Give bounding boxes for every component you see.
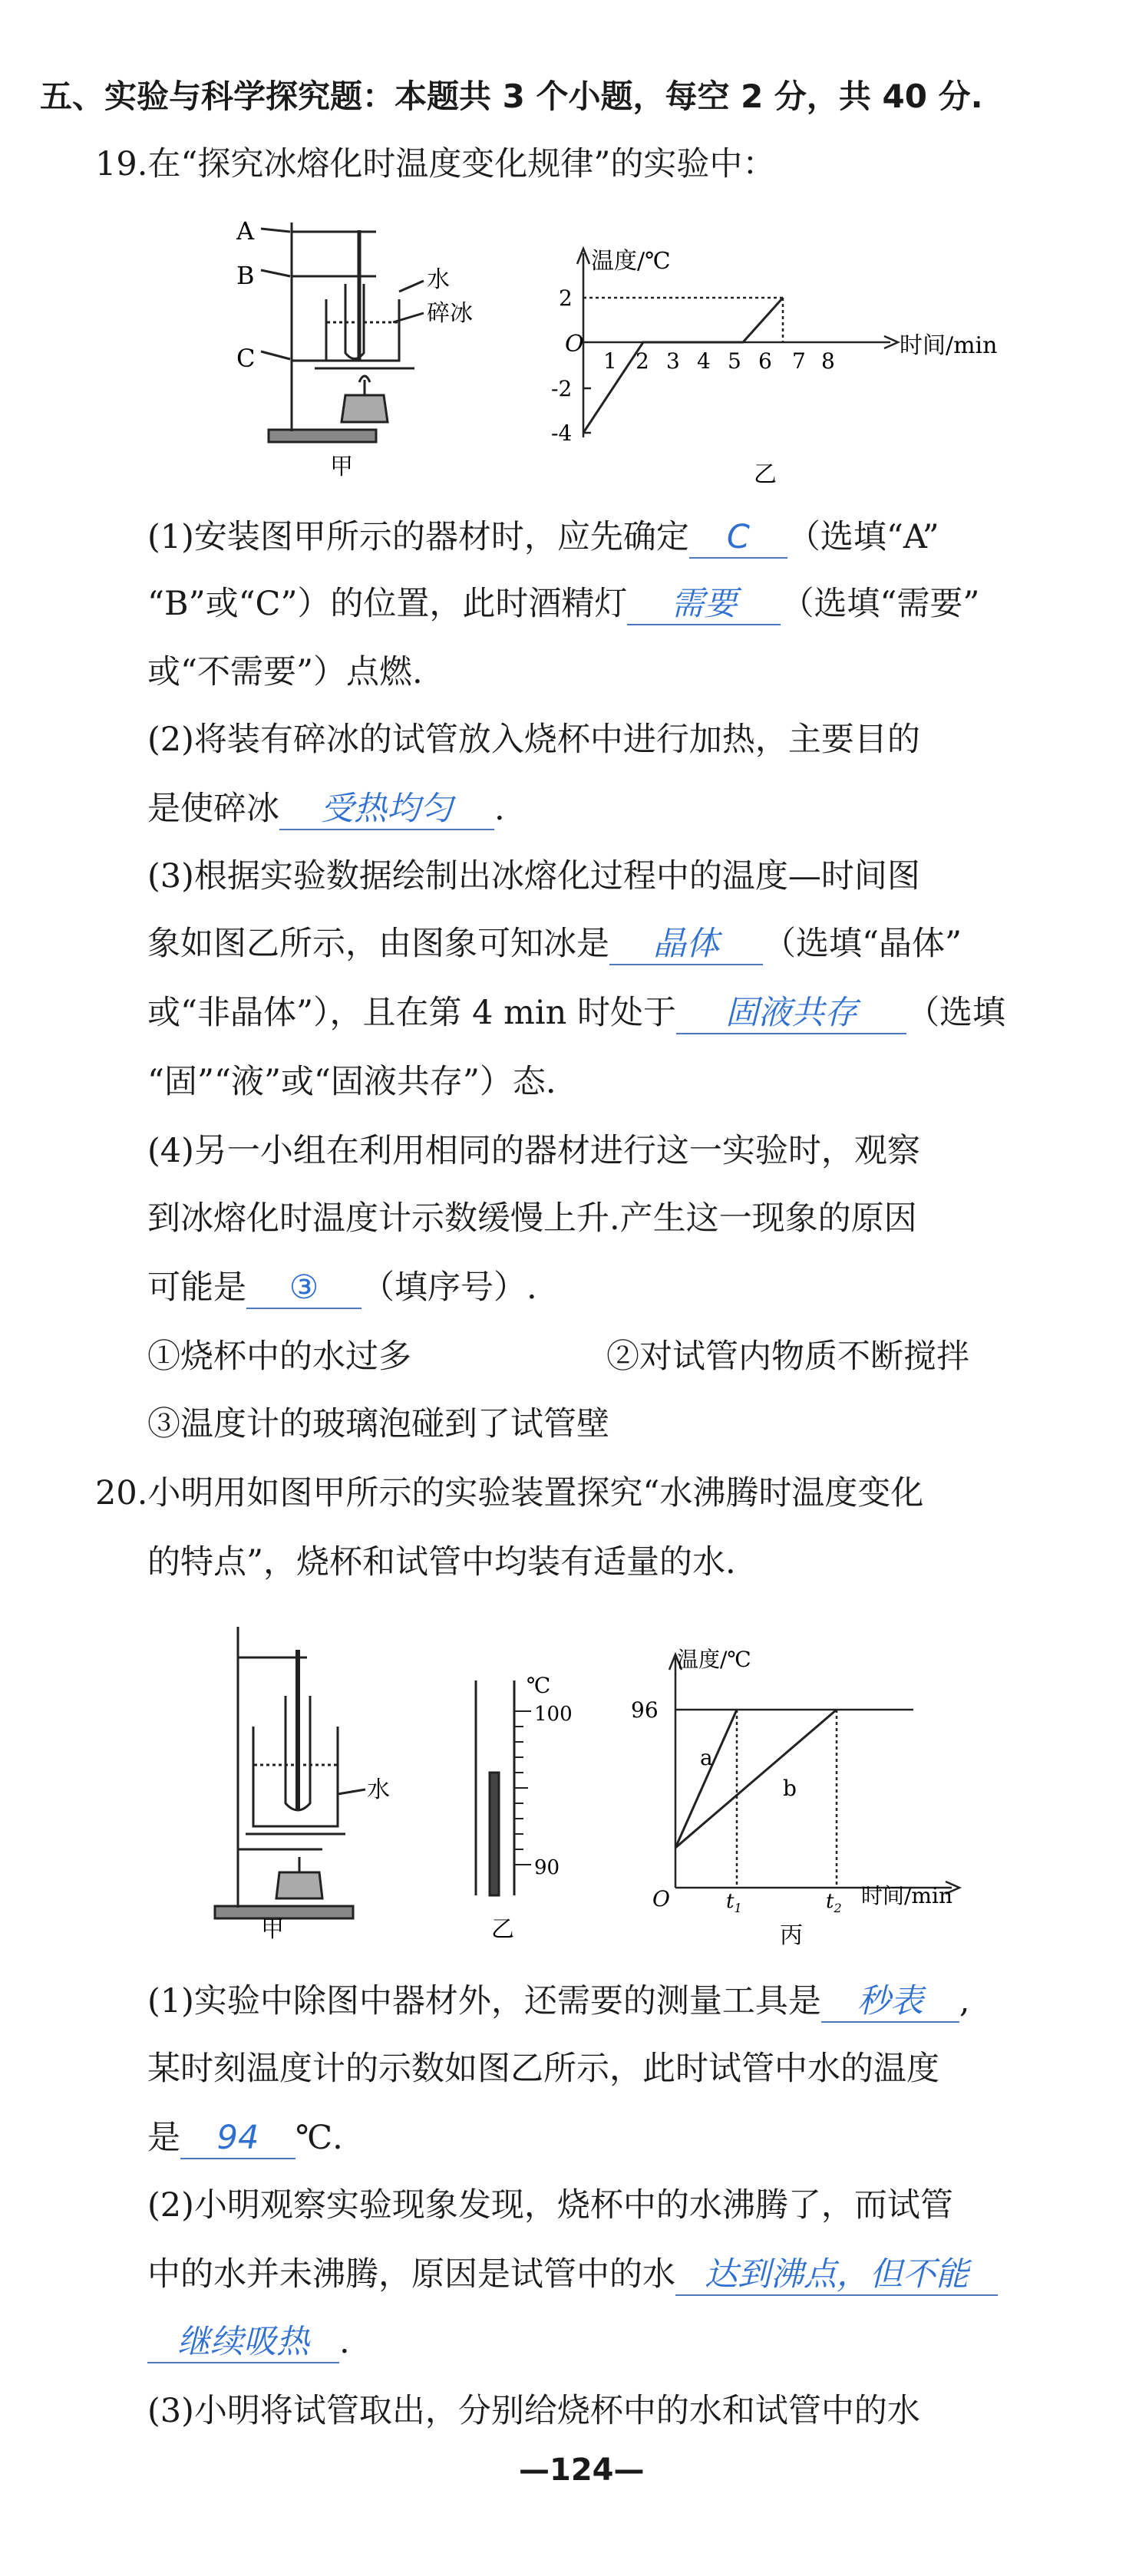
y-tick-neg4: -4 bbox=[551, 421, 573, 446]
q19-option-2: ②对试管内物质不断搅拌 bbox=[606, 1337, 969, 1376]
q20-answer-reason-b: 继续吸热 bbox=[147, 2322, 339, 2363]
q19-answer-crystal: 晶体 bbox=[609, 924, 763, 965]
q20-line-a: a bbox=[700, 1745, 713, 1770]
x-tick-2: 2 bbox=[636, 348, 649, 374]
q19-p1-line3: 或“不需要”）点燃. bbox=[147, 653, 423, 691]
q20-caption-jia: 甲 bbox=[261, 1916, 284, 1941]
label-b: B bbox=[236, 261, 255, 290]
label-water: 水 bbox=[427, 266, 450, 293]
label-c: C bbox=[236, 344, 256, 373]
q20-label-water: 水 bbox=[367, 1776, 390, 1803]
q20-y-axis-label: 温度/℃ bbox=[677, 1647, 751, 1672]
caption-jia: 甲 bbox=[330, 454, 353, 480]
q20-line-b: b bbox=[783, 1776, 797, 1801]
q20-p3-line1: (3)小明将试管取出，分别给烧杯中的水和试管中的水 bbox=[147, 2392, 920, 2430]
q20-p1-line2: 某时刻温度计的示数如图乙所示，此时试管中水的温度 bbox=[147, 2050, 939, 2088]
x-tick-5: 5 bbox=[728, 348, 741, 374]
q20-answer-temp: 94 bbox=[180, 2118, 295, 2159]
q20-x-axis-label: 时间/min bbox=[861, 1883, 952, 1908]
q19-p3-line4: “固”“液”或“固液共存”）态. bbox=[147, 1063, 556, 1101]
x-tick-3: 3 bbox=[666, 348, 680, 374]
q19-option-1: ①烧杯中的水过多 bbox=[147, 1337, 411, 1376]
q19-apparatus-figure bbox=[223, 207, 514, 483]
q19-p2-line1: (2)将装有碎冰的试管放入烧杯中进行加热，主要目的 bbox=[147, 721, 920, 759]
q20-p1-line1: (1)实验中除图中器材外，还需要的测量工具是 秒表 , bbox=[147, 1978, 970, 2024]
q20-thermo-100: 100 bbox=[534, 1703, 573, 1726]
label-ice: 碎冰 bbox=[427, 300, 473, 327]
q20-thermo-unit: ℃ bbox=[527, 1673, 551, 1698]
q19-option-3: ③温度计的玻璃泡碰到了试管壁 bbox=[147, 1405, 609, 1443]
q19-answer-need: 需要 bbox=[627, 584, 781, 625]
q20-graph bbox=[629, 1642, 1013, 1949]
q20-p1-line3: 是 94 ℃. bbox=[147, 2115, 343, 2161]
q19-p3-line1: (3)根据实验数据绘制出冰熔化过程中的温度—时间图 bbox=[147, 857, 920, 895]
q20-t1: $t_1$ bbox=[726, 1890, 742, 1915]
q20-caption-bing: 丙 bbox=[780, 1922, 803, 1949]
q20-t2: $t_2$ bbox=[826, 1890, 842, 1915]
q20-thermo-90: 90 bbox=[534, 1856, 560, 1879]
q19-stem: 19.在“探究冰熔化时温度变化规律”的实验中： bbox=[95, 145, 776, 183]
q20-answer-stopwatch: 秒表 bbox=[821, 1981, 959, 2023]
page-number: —124— bbox=[519, 2452, 645, 2488]
q19-answer-option: ③ bbox=[246, 1268, 362, 1309]
q19-graph bbox=[537, 238, 998, 491]
label-a: A bbox=[236, 216, 255, 246]
origin-label: O bbox=[565, 331, 584, 358]
q20-p2-line2: 中的水并未沸腾，原因是试管中的水 达到沸点，但不能 bbox=[147, 2251, 998, 2297]
q19-p2-line2: 是使碎冰 受热均匀 . bbox=[147, 786, 505, 832]
q20-apparatus-figure bbox=[207, 1619, 399, 1941]
y-tick-2: 2 bbox=[559, 285, 573, 311]
q19-p1-line1: (1)安装图甲所示的器材时，应先确定 C （选填“A” bbox=[147, 514, 939, 560]
q19-p1-line2: “B”或“C”）的位置，此时酒精灯 需要 （选填“需要” bbox=[147, 581, 979, 627]
y-axis-label: 温度/℃ bbox=[591, 248, 671, 275]
q19-p3-line3: 或“非晶体”），且在第 4 min 时处于 固液共存 （选填 bbox=[147, 990, 1005, 1036]
q19-p3-line2: 象如图乙所示，由图象可知冰是 晶体 （选填“晶体” bbox=[147, 921, 962, 967]
q20-p2-line3: 继续吸热 . bbox=[147, 2319, 350, 2365]
x-axis-label: 时间/min bbox=[900, 332, 998, 359]
q20-p2-line1: (2)小明观察实验现象发现，烧杯中的水沸腾了，而试管 bbox=[147, 2186, 953, 2225]
section-heading: 五、实验与科学探究题：本题共 3 个小题，每空 2 分，共 40 分. bbox=[40, 78, 983, 115]
y-tick-neg2: -2 bbox=[551, 376, 573, 401]
x-tick-1: 1 bbox=[603, 348, 617, 374]
x-tick-4: 4 bbox=[697, 348, 711, 374]
q19-answer-heating: 受热均匀 bbox=[279, 789, 494, 830]
q20-caption-yi: 乙 bbox=[491, 1916, 514, 1941]
q20-stem-line1: 20.小明用如图甲所示的实验装置探究“水沸腾时温度变化 bbox=[95, 1474, 924, 1512]
q19-p4-line3: 可能是 ③ （填序号）. bbox=[147, 1265, 537, 1311]
q20-thermometer-figure bbox=[461, 1665, 606, 1941]
q19-p4-line2: 到冰熔化时温度计示数缓慢上升.产生这一现象的原因 bbox=[147, 1199, 917, 1238]
caption-yi: 乙 bbox=[754, 461, 777, 488]
x-tick-8: 8 bbox=[821, 348, 835, 374]
q20-origin-label: O bbox=[652, 1886, 670, 1911]
q20-answer-reason-a: 达到沸点，但不能 bbox=[675, 2254, 998, 2296]
q20-stem-line2: 的特点”，烧杯和试管中均装有适量的水. bbox=[147, 1543, 736, 1582]
q19-p4-line1: (4)另一小组在利用相同的器材进行这一实验时，观察 bbox=[147, 1132, 920, 1170]
q19-answer-state: 固液共存 bbox=[676, 993, 906, 1034]
x-tick-7: 7 bbox=[792, 348, 806, 374]
q19-answer-c: C bbox=[689, 517, 787, 559]
x-tick-6: 6 bbox=[758, 348, 772, 374]
q20-y-96: 96 bbox=[631, 1697, 659, 1723]
